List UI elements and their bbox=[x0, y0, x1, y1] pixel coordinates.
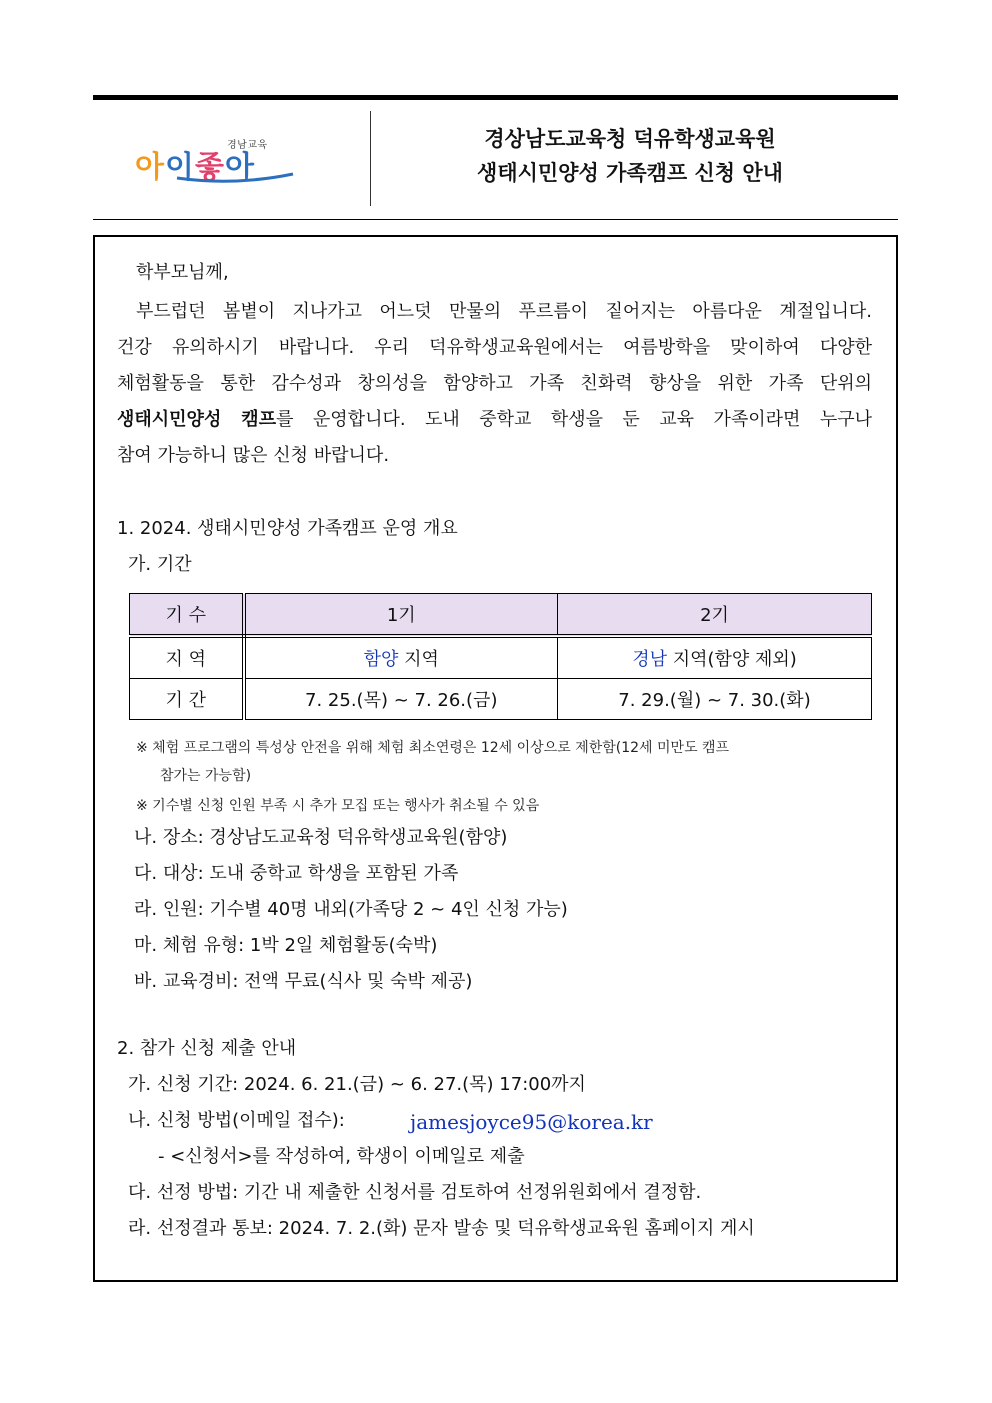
logo-wordmark: 아이좋아 bbox=[135, 150, 255, 185]
item-location: 나. 장소: 경상남도교육청 덕유학생교육원(함양) bbox=[134, 827, 508, 848]
header-cell-session: 기 수 bbox=[130, 594, 244, 637]
header-cell-2nd: 2기 bbox=[558, 594, 872, 637]
section1-period-label: 가. 기간 bbox=[128, 554, 192, 575]
intro-line-1: 부드럽던 봄볕이 지나가고 어느덧 만물의 푸르름이 짙어지는 아름다운 계절입니다. bbox=[136, 301, 872, 322]
logo-subtitle: 경남교육 bbox=[227, 140, 268, 151]
cell-region-1st: 함양 지역 bbox=[244, 636, 558, 679]
cell-period-2nd: 7. 29.(월) ~ 7. 30.(화) bbox=[558, 679, 872, 720]
note-cancellation: ※ 기수별 신청 인원 부족 시 추가 모집 또는 행사가 취소될 수 있음 bbox=[136, 798, 540, 814]
logo bbox=[135, 132, 320, 185]
row-label-period: 기 간 bbox=[130, 679, 244, 720]
title-line-1: 경상남도교육청 덕유학생교육원 bbox=[484, 127, 776, 151]
apply-method-detail: - <신청서>를 작성하여, 학생이 이메일로 제출 bbox=[158, 1146, 525, 1167]
item-cost: 바. 교육경비: 전액 무료(식사 및 숙박 제공) bbox=[134, 971, 473, 992]
cell-period-1st: 7. 25.(목) ~ 7. 26.(금) bbox=[244, 679, 558, 720]
table-header-row bbox=[130, 594, 872, 637]
section2-heading: 2. 참가 신청 제출 안내 bbox=[117, 1038, 297, 1059]
table-row bbox=[130, 636, 872, 679]
header-cell-1st: 1기 bbox=[244, 594, 558, 637]
contact-email[interactable]: jamesjoyce95@korea.kr bbox=[410, 1110, 653, 1134]
apply-period: 가. 신청 기간: 2024. 6. 21.(금) ~ 6. 27.(목) 17:00까지 bbox=[128, 1074, 586, 1095]
logo-swoosh-icon bbox=[175, 172, 295, 184]
intro-line-2: 건강 유의하시기 바랍니다. 우리 덕유학생교육원에서는 여름방학을 맞이하여 다양한 bbox=[117, 337, 872, 358]
title-line-2: 생태시민양성 가족캠프 신청 안내 bbox=[477, 161, 783, 185]
greeting: 학부모님께, bbox=[136, 262, 229, 283]
note-age-limit: ※ 체험 프로그램의 특성상 안전을 위해 체험 최소연령은 12세 이상으로 제한함(12세 미만도 캠프 bbox=[136, 740, 730, 756]
page-title bbox=[380, 122, 880, 190]
note-age-limit-cont: 참가는 가능함) bbox=[160, 768, 252, 784]
intro-line-5: 참여 가능하니 많은 신청 바랍니다. bbox=[117, 445, 390, 466]
header-divider bbox=[93, 219, 898, 220]
section1-heading: 1. 2024. 생태시민양성 가족캠프 운영 개요 bbox=[117, 518, 458, 539]
intro-line-4: 생태시민양성 캠프를 운영합니다. 도내 중학교 학생을 둔 교육 가족이라면 누구나 bbox=[117, 409, 872, 430]
header-vertical-divider bbox=[370, 111, 371, 206]
top-rule bbox=[93, 95, 898, 100]
apply-method: 나. 신청 방법(이메일 접수): bbox=[128, 1110, 345, 1131]
cell-region-2nd: 경남 지역(함양 제외) bbox=[558, 636, 872, 679]
row-label-region: 지 역 bbox=[130, 636, 244, 679]
camp-name: 생태시민양성 캠프 bbox=[117, 409, 277, 430]
result-notice: 라. 선정결과 통보: 2024. 7. 2.(화) 문자 발송 및 덕유학생교육원 홈페이지 게시 bbox=[128, 1218, 755, 1239]
table-row bbox=[130, 679, 872, 720]
schedule-table bbox=[129, 593, 872, 720]
item-type: 마. 체험 유형: 1박 2일 체험활동(숙박) bbox=[134, 935, 438, 956]
selection-method: 다. 선정 방법: 기간 내 제출한 신청서를 검토하여 선정위원회에서 결정함. bbox=[128, 1182, 702, 1203]
intro-line-3: 체험활동을 통한 감수성과 창의성을 함양하고 가족 친화력 향상을 위한 가족 단위의 bbox=[117, 373, 872, 394]
item-capacity: 라. 인원: 기수별 40명 내외(가족당 2 ~ 4인 신청 가능) bbox=[134, 899, 568, 920]
item-target: 다. 대상: 도내 중학교 학생을 포함된 가족 bbox=[134, 863, 459, 884]
